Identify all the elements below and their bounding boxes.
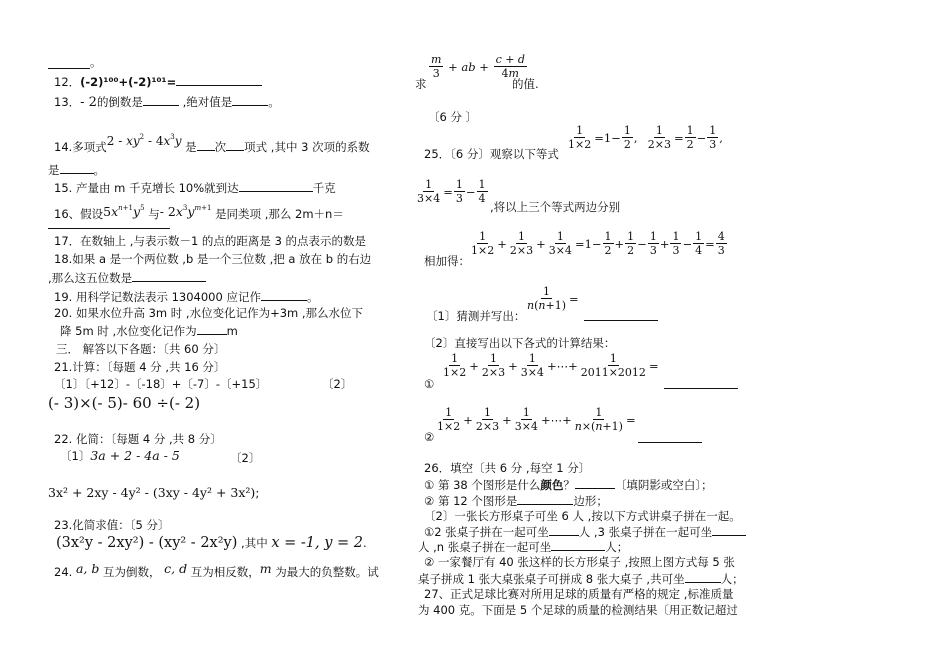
q20-text-a: 降 5m 时 ,水位变化记作为 [60, 324, 197, 338]
q26-part2-item1-text-c: 人 ,n 张桌子拼在一起可坐 [418, 540, 552, 554]
q20-text-b: m [226, 324, 238, 338]
q12-number [54, 74, 262, 89]
q13-label: 13． [54, 95, 81, 109]
q21-part2-label: 〔2〕 [322, 377, 353, 391]
q25-text-c: 相加得： [424, 254, 470, 268]
q24-expression: $\frac{m}{3}$ + ab + $\frac{c + d}{4m}$ [431, 53, 525, 80]
q16-text-b: 是同类项 ,那么 2m＋n＝ [215, 207, 344, 221]
q26-part2-blank-1 [549, 524, 579, 536]
q25-sum: $\frac{1}{1\times 2}$ + $\frac{1}{2\times 3}$ + $\frac{1}{3\times 4}$ =1− $\frac{1}{2}$ + $\frac{1}{2}$ − $\frac{1}{3}$ + $\frac{1}{3}$ − $\frac{1}{4}$ = $\frac{4}{3}$ [471, 230, 725, 257]
q24-var-ab: a, b [75, 561, 100, 576]
q25-part2-expression-1: $\frac{1}{1\times 2}$ + $\frac{1}{2\times 3}$ + $\frac{1}{3\times 4}$ +⋯+ $\frac{1}{2011\times 2012}$ = [443, 352, 659, 379]
q20-line2 [60, 323, 238, 338]
q26-part2-blank-3 [551, 539, 605, 551]
q18-text: ,那么这五位数是 [48, 271, 133, 285]
q17: 17．在数轴上 ,与表示数－1 的点的距离是 3 的点表示的数是 [54, 234, 367, 248]
q26-part2-item1-text-d: 人； [605, 540, 629, 554]
q24-points: 〔6 分 〕 [428, 110, 478, 124]
q24-qiu: 求 [415, 77, 427, 91]
q15-text-a: 15. 产量由 m 千克增长 10%就到达 [54, 181, 239, 195]
circle-1: ① [424, 377, 435, 391]
q22-part3-expression: 3x² + 2xy - 4y² - (3xy - 4y² + 3x²) [48, 485, 256, 500]
q26-item1-text-b: ？ [563, 478, 575, 492]
q18-line1: 18.如果 a 是一个两位数 ,b 是一个三位数 ,把 a 放在 b 的右边 [54, 252, 372, 266]
q22-part3-end: ; [255, 486, 260, 500]
q26-part2-item1-text-a: ①2 张桌子拼在一起可坐 [424, 525, 549, 539]
q26-item2 [424, 493, 608, 508]
q20-line1: 20. 如果水位升高 3m 时 ,水位变化记作为+3m ,那么水位下 [54, 306, 364, 320]
q27-line1: 27、正式足球比赛对所用足球的质量有严格的规定 ,标准质量 [424, 587, 734, 601]
q13-value: - 2 [80, 95, 97, 110]
q22-title: 22. 化简：〔每题 4 分 ,共 8 分〕 [54, 432, 222, 446]
q16-text-a: 与 [148, 207, 160, 221]
q19-text-b: 。 [306, 290, 319, 304]
text-period: 。 [90, 55, 102, 69]
q16-label: 16、假设 [54, 207, 104, 221]
q26-part2-blank-4 [685, 571, 721, 583]
q16-term-1: $5x^{n+1}y^5$ [103, 204, 145, 219]
q22-part3 [48, 486, 259, 500]
q13-text-c: 。 [268, 95, 280, 109]
q25-equation-3: $\frac{1}{3\times 4}$ = $\frac{1}{3}$ − $\frac{1}{4}$ [417, 178, 486, 205]
q26-part2-title: 〔2〕一张长方形桌子可坐 6 人 ,按以下方式讲桌子拼在一起。 [424, 509, 741, 523]
q26-part2-item1-text-b: 人 ,3 张桌子拼在一起可坐 [578, 525, 713, 539]
q23-end: . [363, 536, 367, 550]
q24-var-cd: c, d [164, 561, 188, 576]
q21-part1: 〔1〕〔+12〕-〔-18〕+〔-7〕-〔+15〕 [54, 377, 268, 391]
q26-part2-item1 [424, 524, 746, 539]
circle-2: ② [424, 430, 435, 444]
q15-text-b: 千克 [312, 181, 336, 195]
q19-text-a: 19. 用科学记数法表示 1304000 应记作 [54, 290, 261, 304]
q26-item1-bold: 颜色 [540, 478, 564, 492]
q23-text: ,其中 [237, 536, 272, 550]
q24-text-b: 互为相反数， [190, 565, 260, 579]
q14-blank-2 [226, 139, 244, 151]
q14-text-c: 项式 ,其中 3 次项的系数 [244, 140, 370, 154]
q25-part2-blank-2 [638, 442, 702, 443]
q18-line2 [48, 270, 206, 285]
q26-part2-item2-text-a: 桌子拼成 1 张大桌张桌子可拼成 8 张大桌子 ,共可坐 [418, 572, 685, 586]
q26-item2-blank [517, 493, 573, 505]
q21-expression: (- 3)×(- 5)- 60 ÷(- 2) [48, 394, 201, 412]
q13-blank-1 [143, 94, 179, 106]
q24-text-a: 互为倒数， [103, 565, 161, 579]
q25-text-b: ,将以上三个等式两边分别 [490, 200, 621, 214]
q22-part1-expression: 3a + 2 - 4a - 5 [90, 448, 180, 463]
q27-line2: 为 400 克。下面是 5 个足球的质量的检测结果〔用正数记超过 [418, 603, 738, 617]
q14-line2 [48, 162, 105, 177]
q22-part2-label: 〔2〕 [230, 451, 261, 465]
q26-item1-blank [575, 477, 615, 489]
q26-item1-text-c: 〔填阴影或空白〕； [614, 478, 713, 492]
q26-part2-blank-2 [712, 524, 746, 536]
q26-part2-item2-line2 [418, 571, 744, 586]
q23-expression: (3x²y - 2xy²) - (xy² - 2x²y) [56, 535, 238, 551]
q15 [54, 180, 336, 195]
q26-part2-item2: ② 一家餐厅有 40 张这样的长方形桌子 ,按照上图方式每 5 张 [424, 555, 735, 569]
q25-equation-1: $\frac{1}{1\times 2}$ =1− $\frac{1}{2}$ , $\frac{1}{2\times 3}$ = $\frac{1}{2}$ − $\frac{1}{3}$ , [568, 124, 723, 151]
q22-part1 [60, 449, 180, 463]
q24 [54, 561, 379, 579]
q14-blank-3 [60, 162, 94, 174]
q13-text-b: ,绝对值是 [178, 95, 233, 109]
q14-text-d: 是 [48, 163, 60, 177]
q26-item2-text-a: ② 第 12 个图形是 [424, 494, 518, 508]
q25-part2-label: 〔2〕直接写出以下各式的计算结果： [424, 336, 616, 350]
q25-title: 25．〔6 分〕观察以下等式 [424, 147, 559, 161]
q24-text-c: 为最大的负整数。试 [275, 565, 379, 579]
q14-text-b: 次 [214, 140, 227, 154]
q14-text-e: 。 [93, 163, 105, 177]
q26-part2-item2-text-b: 人； [720, 572, 744, 586]
q16 [54, 203, 344, 221]
q26-title: 26．填空〔共 6 分 ,每空 1 分〕 [424, 461, 591, 475]
answer-blank [48, 57, 90, 69]
q25-part1-expression: $\frac{1}{n(n+1)}$ = [527, 285, 579, 312]
q13-blank-2 [232, 94, 268, 106]
q20-blank [197, 323, 227, 335]
q25-part2-blank-1 [664, 388, 738, 389]
q26-item2-text-b: 边形； [573, 494, 608, 508]
q23-condition: x = -1, y = 2 [271, 535, 364, 551]
q26-part2-item1-line2 [418, 539, 628, 554]
q14-label: 14.多项式 [54, 140, 107, 154]
q25-part2-expression-2: $\frac{1}{1\times 2}$ + $\frac{1}{2\times 3}$ + $\frac{1}{3\times 4}$ +⋯+ $\frac{1}{n\times(n+1)}$ = [437, 406, 636, 433]
section-3-title: 三． 解答以下各题：〔共 60 分〕 [56, 342, 226, 356]
q19-blank [261, 289, 307, 301]
q14-blank-1 [197, 139, 215, 151]
q13 [54, 94, 280, 110]
q14-text-a: 是 [185, 140, 197, 154]
q13-text-a: 的倒数是 [96, 95, 143, 109]
q19 [54, 289, 318, 304]
q21-title: 21.计算：〔每题 4 分 ,共 16 分〕 [54, 360, 226, 374]
q24-zhi: 的值. [512, 77, 539, 91]
q12-label: 12． [54, 75, 81, 89]
q24-var-m: m [259, 561, 272, 576]
q23-title: 23.化简求值：〔5 分〕 [54, 518, 170, 532]
fraction-cd-4m: $\frac{c + d}{4m}$ [495, 53, 525, 80]
q25-part1-blank [584, 320, 658, 321]
q15-blank [239, 180, 313, 192]
q22-part1-label: 〔1〕 [60, 449, 91, 463]
q16-blank [48, 228, 170, 229]
q12-expression: (-2)¹⁰⁰+(-2)¹⁰¹= [80, 75, 177, 89]
q26-item1 [424, 477, 713, 492]
q14-polynomial: $2 - xy^2 - 4x^3y$ [106, 133, 182, 148]
q26-item1-text-a: ① 第 38 个图形是什么 [424, 478, 541, 492]
q14 [54, 133, 370, 154]
q12-blank [176, 74, 262, 86]
fraction-m-3: $\frac{m}{3}$ [431, 53, 442, 80]
q16-term-2: - $2x^3y^{m+1}$ [159, 204, 212, 219]
q18-blank [132, 270, 206, 282]
q23-line [56, 536, 367, 550]
q25-part1-label: 〔1〕猜测并写出： [426, 309, 526, 323]
q24-label: 24. [54, 565, 73, 579]
